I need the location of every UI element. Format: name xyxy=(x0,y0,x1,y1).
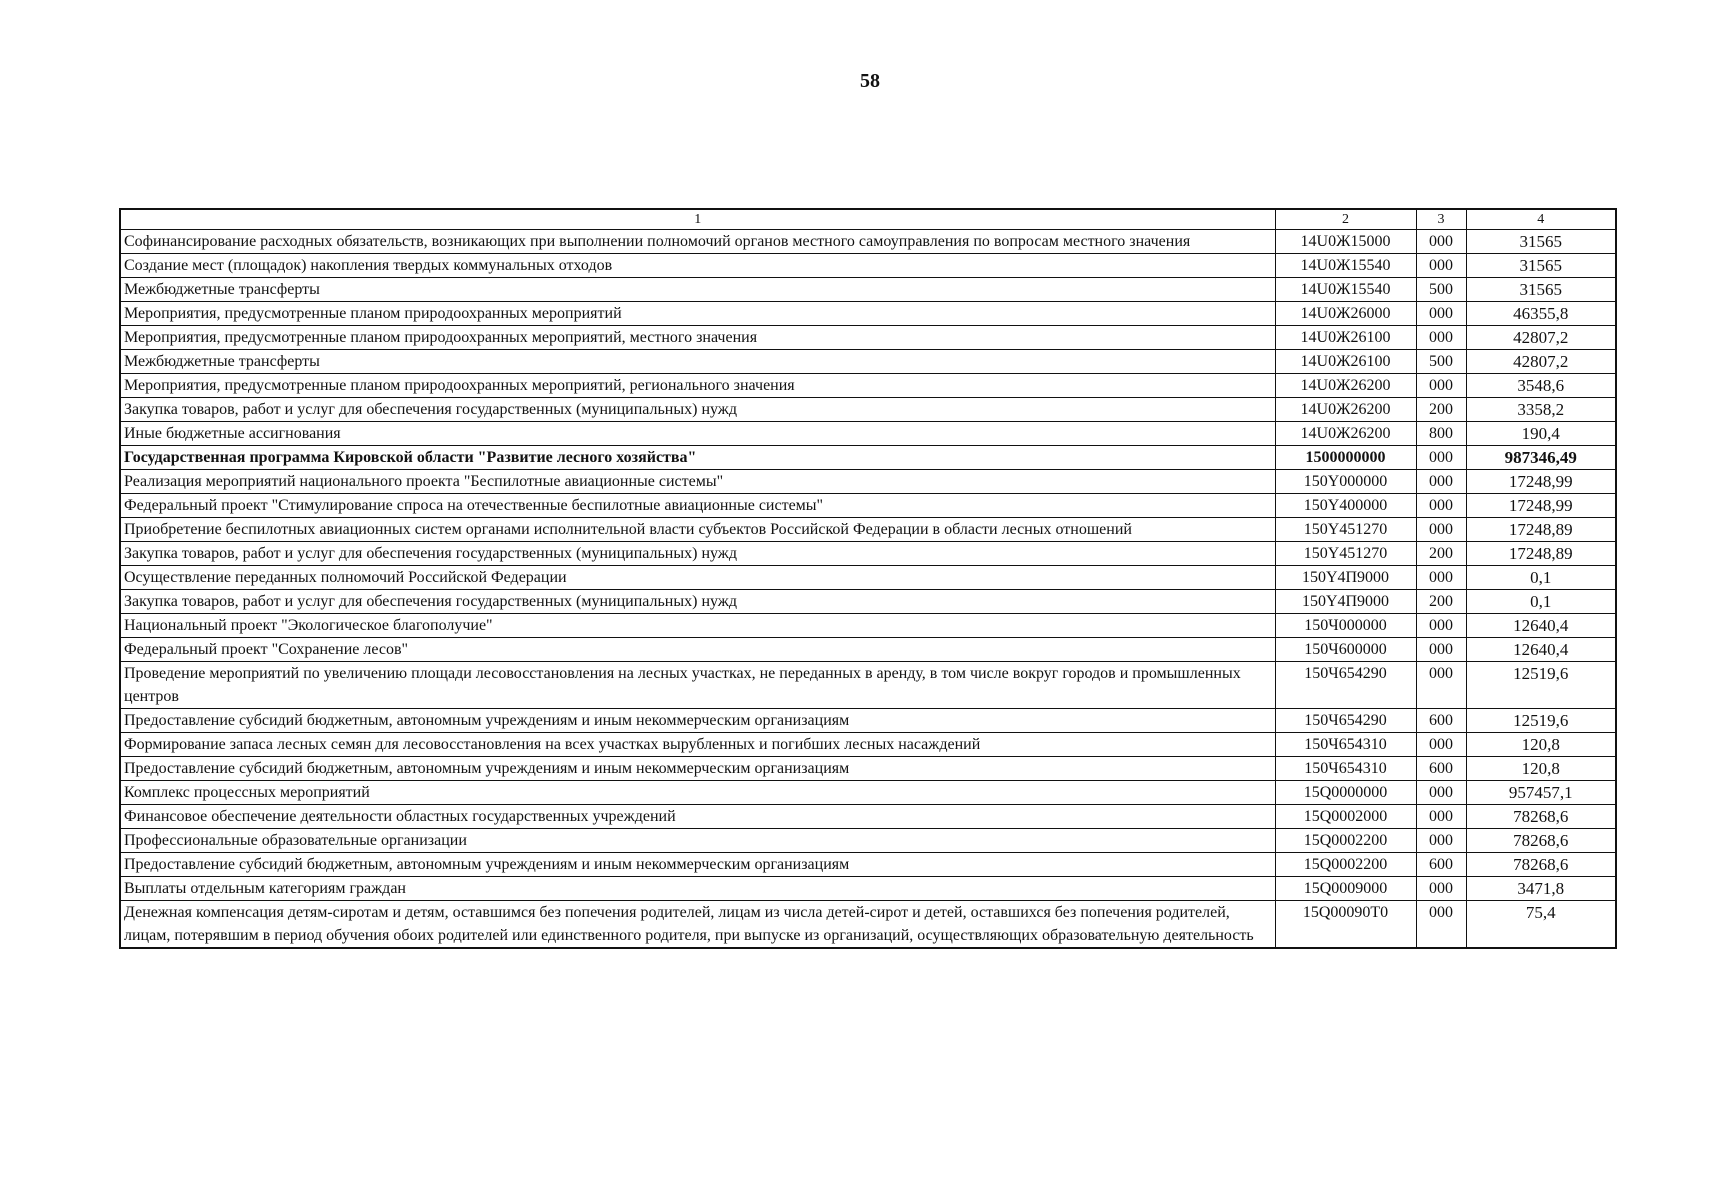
table-row xyxy=(120,230,1616,254)
row-amount-cell: 42807,2 xyxy=(1466,326,1616,350)
row-type-cell: 000 xyxy=(1416,733,1466,757)
table-row xyxy=(120,662,1616,709)
row-code-cell: 15Q0002200 xyxy=(1275,829,1416,853)
row-name-cell: Национальный проект "Экологическое благополучие" xyxy=(120,614,1275,638)
row-code-cell: 14U0Ж15540 xyxy=(1275,278,1416,302)
table-row xyxy=(120,566,1616,590)
row-name-cell: Федеральный проект "Стимулирование спроса на отечественные беспилотные авиационные системы" xyxy=(120,494,1275,518)
row-amount-cell: 987346,49 xyxy=(1466,446,1616,470)
row-type-cell: 000 xyxy=(1416,566,1466,590)
budget-table xyxy=(119,208,1617,949)
row-type-cell: 000 xyxy=(1416,877,1466,901)
row-name-cell: Осуществление переданных полномочий Российской Федерации xyxy=(120,566,1275,590)
table-row xyxy=(120,302,1616,326)
row-amount-cell: 17248,99 xyxy=(1466,494,1616,518)
row-amount-cell: 120,8 xyxy=(1466,733,1616,757)
row-name-cell: Предоставление субсидий бюджетным, автономным учреждениям и иным некоммерческим организациям xyxy=(120,853,1275,877)
row-type-cell: 000 xyxy=(1416,494,1466,518)
page-number: 58 xyxy=(860,70,880,92)
row-code-cell: 15Q0002000 xyxy=(1275,805,1416,829)
row-amount-cell: 78268,6 xyxy=(1466,853,1616,877)
row-amount-cell: 31565 xyxy=(1466,254,1616,278)
row-code-cell: 1500000000 xyxy=(1275,446,1416,470)
row-type-cell: 000 xyxy=(1416,781,1466,805)
row-code-cell: 150Y451270 xyxy=(1275,518,1416,542)
table-row xyxy=(120,805,1616,829)
row-code-cell: 14U0Ж15540 xyxy=(1275,254,1416,278)
row-name-cell: Реализация мероприятий национального проекта "Беспилотные авиационные системы" xyxy=(120,470,1275,494)
row-name-cell: Федеральный проект "Сохранение лесов" xyxy=(120,638,1275,662)
row-amount-cell: 0,1 xyxy=(1466,566,1616,590)
row-type-cell: 600 xyxy=(1416,757,1466,781)
row-name-cell: Комплекс процессных мероприятий xyxy=(120,781,1275,805)
header-row xyxy=(120,209,1616,230)
row-type-cell: 000 xyxy=(1416,302,1466,326)
row-type-cell: 800 xyxy=(1416,422,1466,446)
row-amount-cell: 3548,6 xyxy=(1466,374,1616,398)
row-type-cell: 000 xyxy=(1416,446,1466,470)
row-amount-cell: 957457,1 xyxy=(1466,781,1616,805)
row-name-cell: Закупка товаров, работ и услуг для обеспечения государственных (муниципальных) нужд xyxy=(120,398,1275,422)
row-code-cell: 150Ч600000 xyxy=(1275,638,1416,662)
row-amount-cell: 12640,4 xyxy=(1466,638,1616,662)
table-row xyxy=(120,326,1616,350)
row-code-cell: 150Ч654310 xyxy=(1275,757,1416,781)
row-name-cell: Проведение мероприятий по увеличению площади лесовосстановления на лесных участках, не переданных в аренду, в том числе вокруг городов и промышленных центров xyxy=(120,662,1275,709)
table-row xyxy=(120,781,1616,805)
row-type-cell: 500 xyxy=(1416,278,1466,302)
row-amount-cell: 75,4 xyxy=(1466,901,1616,949)
row-code-cell: 150Ч000000 xyxy=(1275,614,1416,638)
row-amount-cell: 17248,89 xyxy=(1466,518,1616,542)
row-name-cell: Профессиональные образовательные организации xyxy=(120,829,1275,853)
row-name-cell: Предоставление субсидий бюджетным, автономным учреждениям и иным некоммерческим организациям xyxy=(120,709,1275,733)
row-type-cell: 000 xyxy=(1416,662,1466,709)
row-amount-cell: 12519,6 xyxy=(1466,662,1616,709)
row-type-cell: 500 xyxy=(1416,350,1466,374)
table-row xyxy=(120,614,1616,638)
row-code-cell: 150Y451270 xyxy=(1275,542,1416,566)
row-code-cell: 15Q0000000 xyxy=(1275,781,1416,805)
row-name-cell: Иные бюджетные ассигнования xyxy=(120,422,1275,446)
row-type-cell: 000 xyxy=(1416,518,1466,542)
row-amount-cell: 3358,2 xyxy=(1466,398,1616,422)
row-amount-cell: 78268,6 xyxy=(1466,829,1616,853)
table-row xyxy=(120,422,1616,446)
table-row xyxy=(120,350,1616,374)
row-type-cell: 200 xyxy=(1416,398,1466,422)
table-row xyxy=(120,590,1616,614)
header-col-1: 1 xyxy=(120,209,1275,230)
row-name-cell: Создание мест (площадок) накопления твердых коммунальных отходов xyxy=(120,254,1275,278)
row-amount-cell: 31565 xyxy=(1466,278,1616,302)
row-code-cell: 15Q0009000 xyxy=(1275,877,1416,901)
row-type-cell: 000 xyxy=(1416,230,1466,254)
table-row xyxy=(120,398,1616,422)
row-type-cell: 000 xyxy=(1416,326,1466,350)
row-type-cell: 000 xyxy=(1416,805,1466,829)
table-row xyxy=(120,733,1616,757)
table-row xyxy=(120,757,1616,781)
row-type-cell: 000 xyxy=(1416,374,1466,398)
table-body xyxy=(120,230,1616,949)
row-type-cell: 600 xyxy=(1416,709,1466,733)
row-amount-cell: 0,1 xyxy=(1466,590,1616,614)
table-row xyxy=(120,853,1616,877)
row-code-cell: 150Ч654290 xyxy=(1275,662,1416,709)
row-name-cell: Приобретение беспилотных авиационных систем органами исполнительной власти субъектов Российской Федерации в области лесных отношений xyxy=(120,518,1275,542)
row-type-cell: 200 xyxy=(1416,590,1466,614)
row-type-cell: 000 xyxy=(1416,638,1466,662)
row-name-cell: Закупка товаров, работ и услуг для обеспечения государственных (муниципальных) нужд xyxy=(120,590,1275,614)
row-code-cell: 14U0Ж26200 xyxy=(1275,398,1416,422)
row-type-cell: 000 xyxy=(1416,254,1466,278)
table-row xyxy=(120,374,1616,398)
table-row xyxy=(120,709,1616,733)
row-name-cell: Финансовое обеспечение деятельности областных государственных учреждений xyxy=(120,805,1275,829)
table-row xyxy=(120,829,1616,853)
table-row xyxy=(120,494,1616,518)
row-amount-cell: 120,8 xyxy=(1466,757,1616,781)
row-code-cell: 14U0Ж26100 xyxy=(1275,326,1416,350)
row-name-cell: Выплаты отдельным категориям граждан xyxy=(120,877,1275,901)
row-amount-cell: 31565 xyxy=(1466,230,1616,254)
row-name-cell: Государственная программа Кировской области "Развитие лесного хозяйства" xyxy=(120,446,1275,470)
row-amount-cell: 17248,99 xyxy=(1466,470,1616,494)
table-row xyxy=(120,638,1616,662)
row-code-cell: 14U0Ж15000 xyxy=(1275,230,1416,254)
row-amount-cell: 46355,8 xyxy=(1466,302,1616,326)
row-name-cell: Мероприятия, предусмотренные планом природоохранных мероприятий, местного значения xyxy=(120,326,1275,350)
row-amount-cell: 78268,6 xyxy=(1466,805,1616,829)
table-row xyxy=(120,254,1616,278)
row-name-cell: Софинансирование расходных обязательств, возникающих при выполнении полномочий органов местного самоуправления по вопросам местного значения xyxy=(120,230,1275,254)
header-col-4: 4 xyxy=(1466,209,1616,230)
row-code-cell: 14U0Ж26000 xyxy=(1275,302,1416,326)
table-row xyxy=(120,278,1616,302)
table-row xyxy=(120,542,1616,566)
table-row xyxy=(120,877,1616,901)
row-code-cell: 150Ч654310 xyxy=(1275,733,1416,757)
row-name-cell: Предоставление субсидий бюджетным, автономным учреждениям и иным некоммерческим организациям xyxy=(120,757,1275,781)
row-code-cell: 150Y4П9000 xyxy=(1275,590,1416,614)
row-type-cell: 000 xyxy=(1416,829,1466,853)
row-code-cell: 150Ч654290 xyxy=(1275,709,1416,733)
row-amount-cell: 17248,89 xyxy=(1466,542,1616,566)
row-amount-cell: 190,4 xyxy=(1466,422,1616,446)
row-name-cell: Межбюджетные трансферты xyxy=(120,278,1275,302)
row-code-cell: 150Y000000 xyxy=(1275,470,1416,494)
table-row xyxy=(120,446,1616,470)
row-code-cell: 14U0Ж26200 xyxy=(1275,422,1416,446)
table-row xyxy=(120,470,1616,494)
row-code-cell: 15Q0002200 xyxy=(1275,853,1416,877)
row-type-cell: 200 xyxy=(1416,542,1466,566)
row-name-cell: Денежная компенсация детям-сиротам и детям, оставшимся без попечения родителей, лицам из числа детей-сирот и детей, оставшихся без попечения родителей, лицам, потерявшим в период обучения обоих родителей или единственного родителя, при выпуске из организаций, осуществляющих образовательную деятельность xyxy=(120,901,1275,949)
row-amount-cell: 12519,6 xyxy=(1466,709,1616,733)
row-amount-cell: 12640,4 xyxy=(1466,614,1616,638)
row-amount-cell: 3471,8 xyxy=(1466,877,1616,901)
row-name-cell: Мероприятия, предусмотренные планом природоохранных мероприятий, регионального значения xyxy=(120,374,1275,398)
row-type-cell: 000 xyxy=(1416,614,1466,638)
row-code-cell: 14U0Ж26100 xyxy=(1275,350,1416,374)
row-code-cell: 150Y4П9000 xyxy=(1275,566,1416,590)
table-row xyxy=(120,518,1616,542)
header-col-3: 3 xyxy=(1416,209,1466,230)
row-amount-cell: 42807,2 xyxy=(1466,350,1616,374)
row-type-cell: 600 xyxy=(1416,853,1466,877)
row-type-cell: 000 xyxy=(1416,470,1466,494)
row-name-cell: Закупка товаров, работ и услуг для обеспечения государственных (муниципальных) нужд xyxy=(120,542,1275,566)
row-name-cell: Межбюджетные трансферты xyxy=(120,350,1275,374)
row-code-cell: 15Q00090T0 xyxy=(1275,901,1416,949)
row-code-cell: 150Y400000 xyxy=(1275,494,1416,518)
row-name-cell: Мероприятия, предусмотренные планом природоохранных мероприятий xyxy=(120,302,1275,326)
header-col-2: 2 xyxy=(1275,209,1416,230)
row-name-cell: Формирование запаса лесных семян для лесовосстановления на всех участках вырубленных и погибших лесных насаждений xyxy=(120,733,1275,757)
row-type-cell: 000 xyxy=(1416,901,1466,949)
table-row xyxy=(120,901,1616,949)
row-code-cell: 14U0Ж26200 xyxy=(1275,374,1416,398)
